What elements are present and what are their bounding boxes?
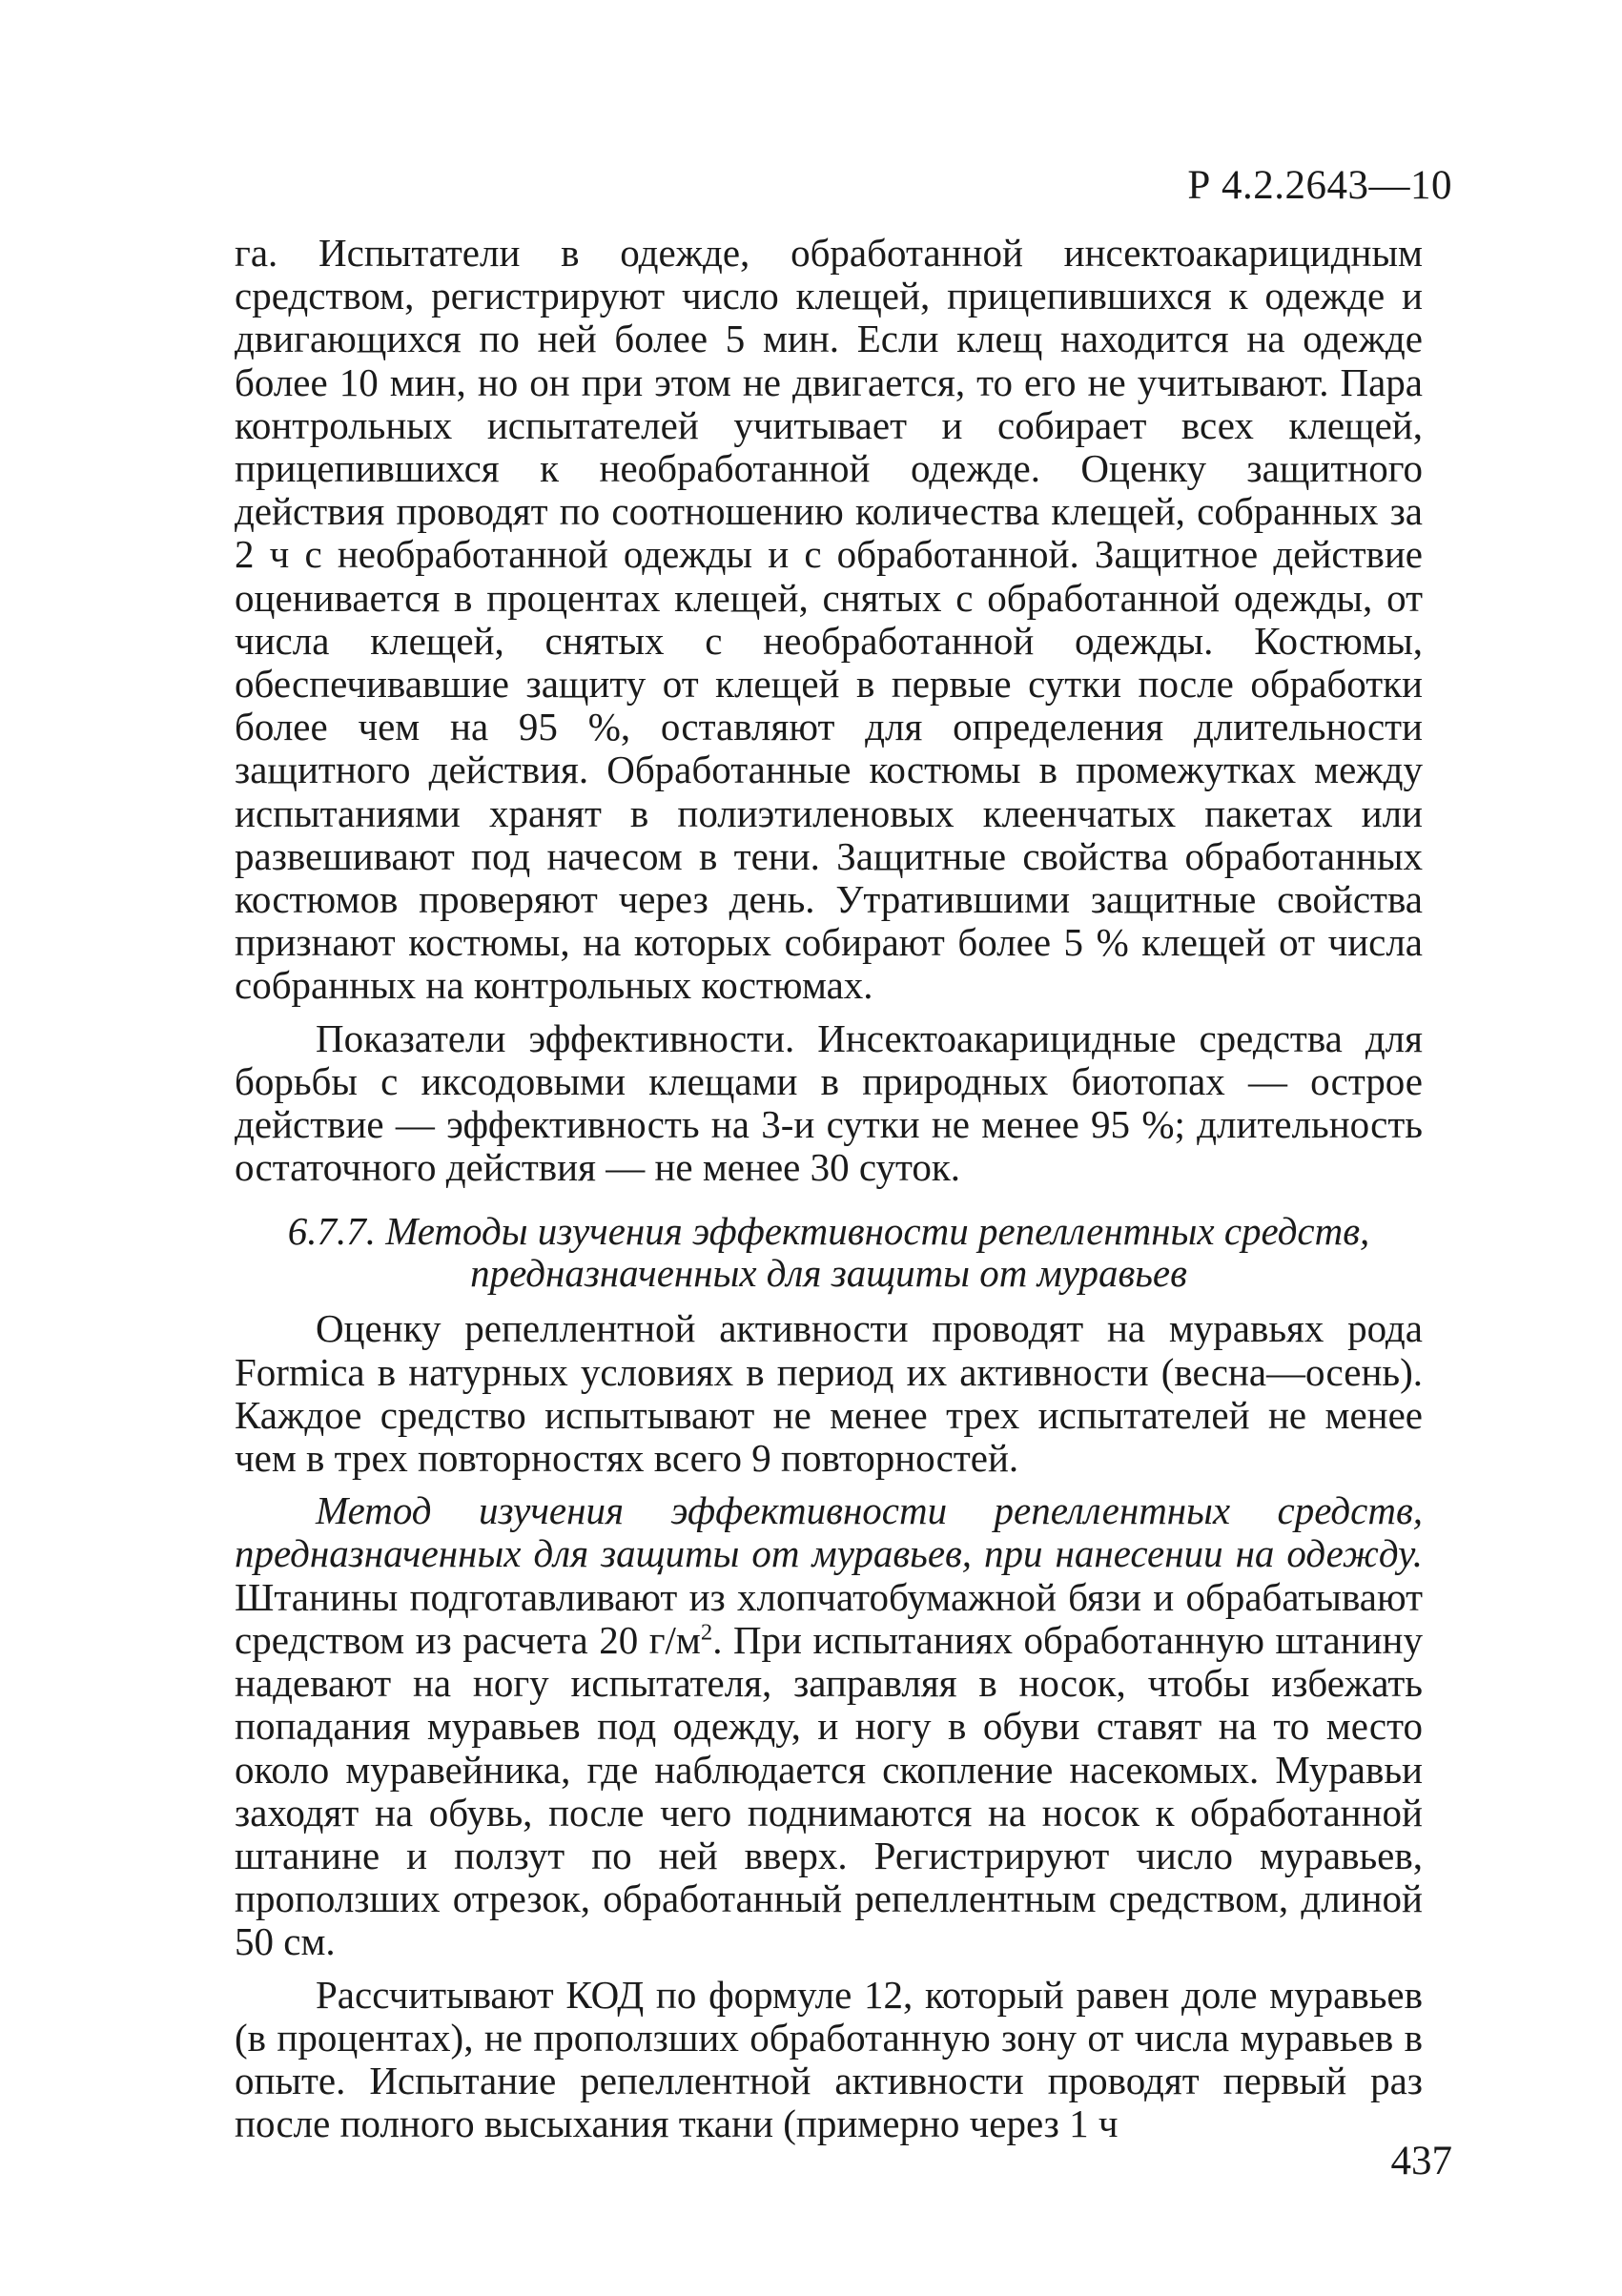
method-text-b: . При испытаниях обработанную штанину надевают на ногу испытателя, заправляя в носок, чтобы избежать попадания муравьев под одежду, и ногу в обуви ставят на то место около муравейника, где наблюдается скопление насекомых. Муравьи заходят на обувь, после чего поднимаются на носок к обработанной штанине и ползут по ней вверх. Регистрируют число муравьев, проползших отрезок, обработанный репеллентным средством, длиной 50 см. bbox=[235, 1617, 1423, 1964]
method-text-a: Штанины подготавливают из хлопчатобумажной бязи и обрабатывают средством из расчета 20 г/м bbox=[235, 1574, 1423, 1662]
paragraph-efficacy-indicators: Показатели эффективности. Инсектоакарицидные средства для борьбы с иксодовыми клещами в природных биотопах — острое действие — эффективность на 3-и сутки не менее 95 %; длительность остаточного действия — не менее 30 суток. bbox=[235, 1015, 1423, 1190]
paragraph-kod-calculation: Рассчитывают КОД по формуле 12, который равен доле муравьев (в процентах), не проползших обработанную зону от числа муравьев в опыте. Испытание репеллентной активности проводят первый раз после полного высыхания ткани (примерно через 1 ч bbox=[235, 1972, 1423, 2146]
method-title: Метод изучения эффективности репеллентных средств, предназначенных для защиты от муравьев, при нанесении на одежду. bbox=[235, 1488, 1423, 1576]
document-code: Р 4.2.2643—10 bbox=[1187, 163, 1452, 208]
section-heading-line-1: 6.7.7. Методы изучения эффективности репеллентных средств, bbox=[287, 1209, 1370, 1254]
section-heading-line-2: предназначенных для защиты от муравьев bbox=[470, 1251, 1187, 1296]
paragraph-repellent-activity: Оценку репеллентной активности проводят на муравьях рода Formica в натурных условиях в период их активности (весна—осень). Каждое средство испытывают не менее трех испытателей не менее чем в трех повторностях всего 9 повторностей. bbox=[235, 1306, 1423, 1481]
section-heading bbox=[235, 1210, 1423, 1294]
page-number: 437 bbox=[1390, 2139, 1452, 2183]
paragraph-clothing-test: га. Испытатели в одежде, обработанной инсектоакарицидным средством, регистрируют число клещей, прицепившихся к одежде и двигающихся по ней более 5 мин. Если клещ находится на одежде более 10 мин, но он при этом не двигается, то его не учитывают. Пара контрольных испытателей учитывает и собирает всех клещей, прицепившихся к необработанной одежде. Оценку защитного действия проводят по соотношению количества клещей, собранных за 2 ч с необработанной одежды и с обработанной. Защитное действие оценивается в процентах клещей, снятых с обработанной одежды, от числа клещей, снятых с необработанной одежды. Костюмы, обеспечивавшие защиту от клещей в первые сутки после обработки более чем на 95 %, оставляют для определения длительности защитного действия. Обработанные костюмы в промежутках между испытаниями хранят в полиэтиленовых клеенчатых пакетах или развешивают под начесом в тени. Защитные свойства обработанных костюмов проверяют через день. Утратившими защитные свойства признают костюмы, на которых собирают более 5 % клещей от числа собранных на контрольных костюмах. bbox=[235, 231, 1423, 1008]
superscript-2: 2 bbox=[700, 1619, 713, 1646]
body-text bbox=[235, 232, 1423, 2145]
paragraph-method-clothing bbox=[235, 1489, 1423, 1963]
